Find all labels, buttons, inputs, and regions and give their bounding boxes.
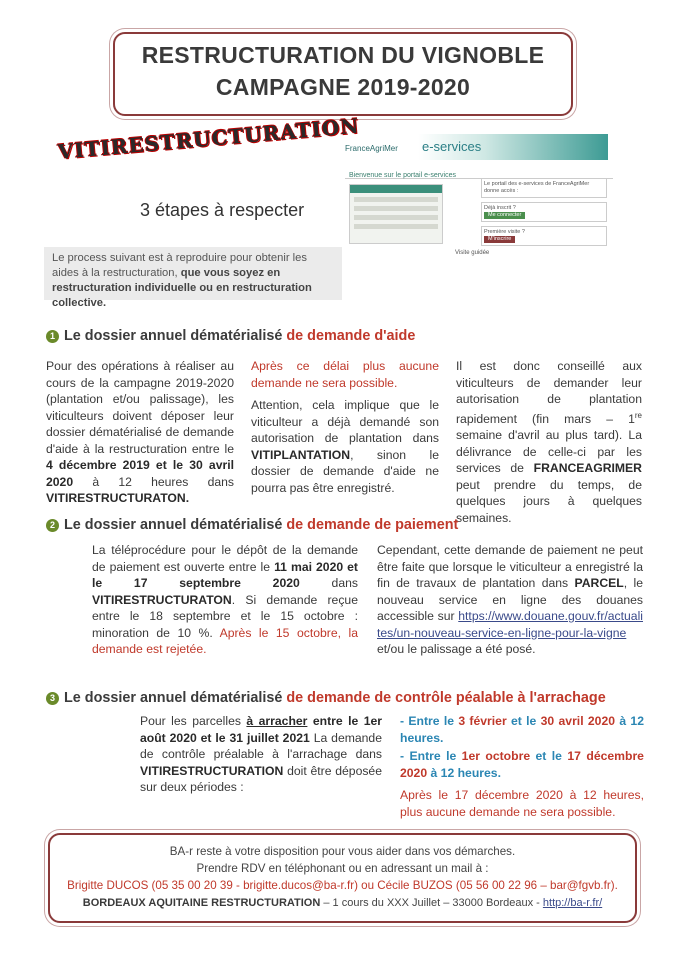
s1c3-b1: FRANCEAGRIMER	[533, 461, 642, 476]
s1c1-b1: 4 décembre 2019 et le 30 avril 2020	[46, 458, 234, 489]
s3c2-end1: Après le 17 décembre 2020 à 12 heures,	[400, 788, 644, 802]
s1c2-body	[251, 397, 439, 496]
s1c3-sup: re	[634, 410, 642, 420]
s2c2-b1: PARCEL	[574, 576, 624, 590]
title-line-1: RESTRUCTURATION DU VIGNOBLE	[141, 42, 545, 68]
section1-col3	[456, 358, 642, 526]
footer-line2: Prendre RDV en téléphonant ou en adressant un mail à :	[196, 862, 489, 875]
portal-thumbnail	[349, 184, 443, 244]
s2c1-b1: 11 mai 2020 et le 17 septembre 2020	[92, 559, 358, 590]
portal-right-title: Le portail des e-services de FranceAgriMer donne accès :	[484, 181, 590, 194]
intro-bold: que vous soyez en restructuration individuelle ou en restructuration collective.	[52, 267, 312, 309]
section3-number-icon: 3	[46, 692, 59, 705]
s3c2-p2b: 1er octobre	[461, 749, 531, 763]
section1-prefix: Le dossier annuel dématérialisé	[64, 328, 287, 344]
section3-prefix: Le dossier annuel dématérialisé	[64, 690, 287, 706]
eservices-banner	[418, 134, 608, 160]
s3c2-end	[400, 787, 644, 820]
portal-register-box	[481, 226, 607, 246]
s3c1-u1: à arracher	[246, 714, 308, 728]
intro-text: Le process suivant est à reproduire pour obtenir les aides à la restructuration,	[52, 252, 307, 279]
s3c2-p1e: à 12 heures.	[400, 714, 644, 745]
portal-header	[345, 130, 613, 162]
s1c2-t1: Attention, cela implique que le viticulteur a déjà demandé son autorisation de plantation dans	[251, 398, 439, 445]
s3c1-t4: doit être déposée sur deux périodes :	[140, 763, 382, 794]
s2c1-t2: dans	[299, 576, 358, 590]
s3c1-t3: La demande de contrôle préalable à l'arrachage dans	[140, 730, 382, 761]
portal-register-button[interactable]: M'inscrire	[484, 236, 515, 243]
steps-heading: 3 étapes à respecter	[140, 200, 305, 220]
s3c1-b2: VITIRESTRUCTURATION	[140, 763, 284, 778]
portal-login-box	[481, 202, 607, 222]
s1c3-t3: peut prendre du temps, de quelques jours à quelques semaines.	[456, 477, 642, 525]
douane-link[interactable]: https://www.douane.gouv.fr/actualites/un-nouveau-service-en-ligne-pour-la-vigne	[377, 609, 643, 640]
eservices-label: e-services	[422, 139, 482, 154]
s3c2-period2	[400, 748, 644, 781]
s3c1-t1: Pour les parcelles	[140, 714, 247, 728]
footer-contacts: Brigitte DUCOS (05 35 00 20 39 - brigitte.ducos@ba-r.fr) ou Cécile BUZOS (05 56 00 22 96 – bar@fgvb.fr).	[67, 879, 618, 892]
section2-col1	[92, 542, 358, 658]
section1-number-icon: 1	[46, 330, 59, 343]
section2-prefix: Le dossier annuel dématérialisé	[64, 517, 287, 533]
s3c2-p1d: 30 avril 2020	[540, 714, 616, 728]
portal-right-panel	[481, 178, 607, 302]
intro-box	[44, 247, 342, 309]
section3-col1	[140, 713, 382, 796]
s1c2-red: Après ce délai plus aucune demande ne sera possible.	[251, 359, 439, 390]
s1c1-b2: VITIRESTRUCTURATON.	[46, 491, 190, 505]
section3-col2	[400, 713, 644, 820]
footer-line1: BA-r reste à votre disposition pour vous aider dans vos démarches.	[169, 845, 516, 858]
portal-premiere-visite: Première visite ?	[484, 229, 525, 235]
section2-highlight: de demande de paiement	[286, 517, 459, 533]
footer-website-link[interactable]: http://ba-r.fr/	[542, 897, 603, 909]
portal-screenshot	[345, 130, 613, 306]
section2-col2	[377, 542, 643, 658]
footer-address-text: – 1 cours du XXX Juillet – 33000 Bordeaux -	[320, 897, 543, 909]
s3c2-p2e: à 12 heures.	[427, 765, 501, 780]
portal-deja-inscrit: Déjà inscrit ?	[484, 205, 516, 211]
s3c2-p1b: 3 février	[458, 714, 507, 728]
section3-heading	[46, 690, 606, 706]
s3c2-end2: plus aucune demande ne sera possible.	[400, 804, 616, 819]
section1-col1	[46, 358, 234, 507]
s1c3-t1: Il est donc conseillé aux viticulteurs de demander leur autorisation de plantation rapidement (fin mars – 1	[456, 359, 642, 426]
section2-heading	[46, 517, 458, 533]
portal-connect-button[interactable]: Me connecter	[484, 212, 525, 219]
s3c1-b1: 1er août 2020 et le 31 juillet 2021	[140, 714, 382, 745]
s1c2-t2: , sinon le dossier de demande d'aide ne pourra pas être enregistré.	[251, 447, 439, 495]
portal-welcome: Bienvenue sur le portail e-services	[349, 172, 456, 179]
s3c2-period1	[400, 713, 644, 746]
s2c2-t1: Cependant, cette demande de paiement ne peut être faite que lorsque le viticulteur a enregistré la fin de travaux de plantation dans	[377, 543, 643, 590]
contact-footer	[48, 833, 637, 923]
s3c2-p1c: et le	[506, 714, 541, 728]
s3c2-p2a: - Entre le	[400, 749, 462, 763]
footer-org: BORDEAUX AQUITAINE RESTRUCTURATION	[82, 897, 321, 909]
section1-col2	[251, 358, 439, 496]
vitirestructuration-logo: VITIRESTRUCTURATION	[56, 113, 361, 164]
section2-number-icon: 2	[46, 519, 59, 532]
portal-visit-link[interactable]: Visite guidée	[455, 250, 490, 256]
s3c1-t2: entre le	[307, 714, 364, 728]
s1c2-b1: VITIPLANTATION	[251, 447, 351, 462]
footer-address	[50, 897, 635, 909]
section1-heading	[46, 328, 415, 344]
section3-highlight: de demande de contrôle péalable à l'arrachage	[286, 690, 606, 706]
s2c2-t2: , le nouveau service en ligne des douanes accessible sur	[377, 576, 643, 623]
s1c1-t2: à 12 heures dans	[73, 474, 234, 489]
s3c2-p2d: 17 décembre 2020	[400, 749, 644, 780]
title-line-2: CAMPAGNE 2019-2020	[215, 74, 471, 100]
portal-info-box	[481, 178, 607, 198]
s1c3-t2: semaine d'avril au plus tard). La délivrance de celle-ci par les services de	[456, 428, 642, 476]
s1c1-t1: Pour des opérations à réaliser au cours de la campagne 2019-2020 (plantation et/ou palissage), les viticulteurs doivent déposer leur dossier dématérialisé de demande d'aide à la restructuration entre le	[46, 359, 234, 456]
s2c1-t3: . Si demande reçue entre le 18 septembre et le 15 octobre : minoration de 10 %.	[92, 592, 358, 640]
s2c1-b2: VITIRESTRUCTURATON	[92, 592, 232, 607]
title-box	[113, 32, 573, 116]
section1-highlight: de demande d'aide	[286, 328, 416, 344]
s3c2-p2c: et le	[530, 749, 568, 763]
s2c2-t3: et/ou le palissage a été posé.	[377, 642, 536, 656]
s2c1-red: Après le 15 octobre, la demande est rejetée.	[92, 625, 358, 656]
s2c1-t1: La téléprocédure pour le dépôt de la demande de paiement est ouverte entre le	[92, 543, 358, 574]
franceagrimer-logo: FranceAgriMer	[345, 144, 398, 153]
s3c2-p1a: - Entre le	[400, 714, 459, 728]
portal-welcome-bar	[345, 164, 613, 179]
